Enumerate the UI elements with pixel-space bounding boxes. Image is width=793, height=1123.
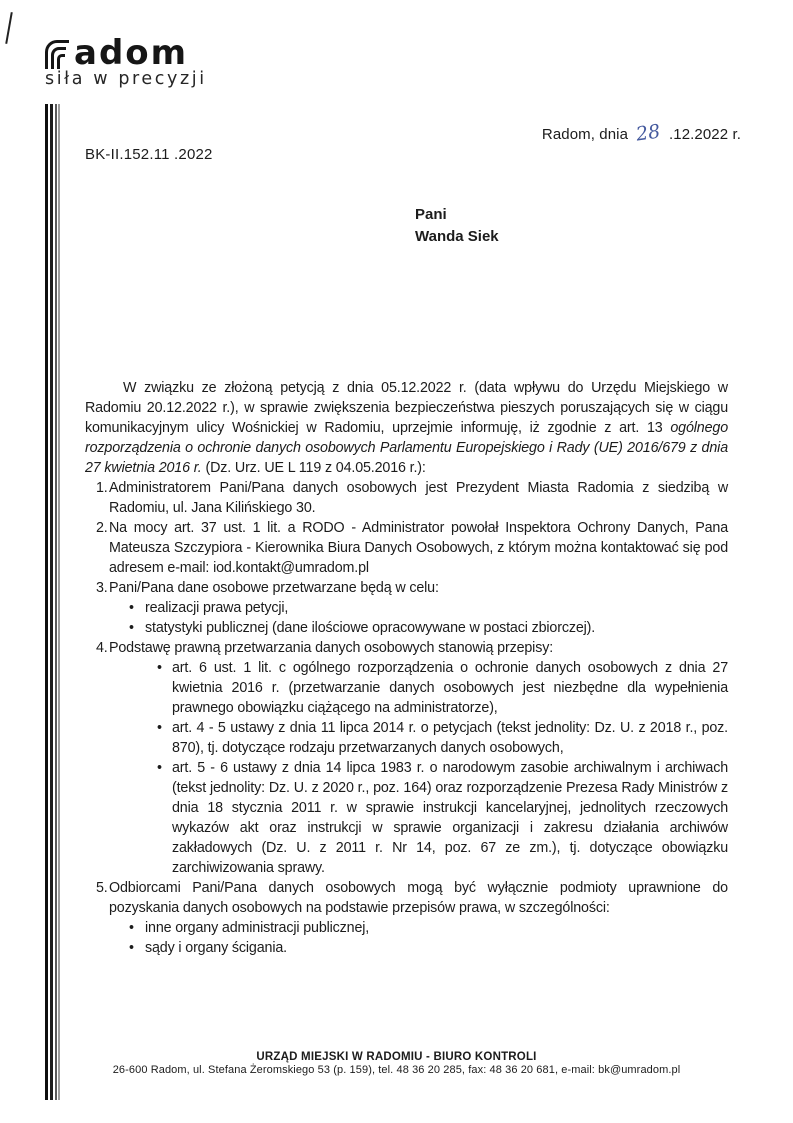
footer-contact-info: 26-600 Radom, ul. Stefana Żeromskiego 53 (p. 159), tel. 48 36 20 285, fax: 48 36 20 681, e-mail: bk@umradom.pl: [112, 1064, 681, 1076]
list-item-text: Podstawę prawną przetwarzania danych osobowych stanowią przepisy:: [109, 640, 554, 656]
footer-office-name: URZĄD MIEJSKI W RADOMIU - BIURO KONTROLI: [256, 1051, 537, 1063]
list-item-number: 1.: [96, 480, 108, 496]
bullet-item: [85, 758, 728, 878]
list-item-3: [85, 578, 728, 598]
list-item-5: [85, 878, 728, 918]
intro-text-after: (Dz. Urz. UE L 119 z 04.05.2016 r.):: [201, 460, 426, 476]
list-item-number: 5.: [96, 880, 108, 896]
logo-wordmark: adom: [74, 33, 189, 73]
letter-body: [85, 378, 728, 958]
date-suffix: .12.2022 r.: [669, 126, 741, 143]
bullet-item: [85, 598, 728, 618]
radom-city-logo: [45, 34, 207, 89]
list-item-4: [85, 638, 728, 658]
dateline: [542, 122, 741, 144]
bullet-item: [85, 618, 728, 638]
intro-text-regular: W związku ze złożoną petycją z dnia 05.12.2022 r. (data wpływu do Urzędu Miejskiego w Radomiu 20.12.2022 r.), w sprawie zwiększenia bezpieczeństwa pieszych poruszających się w ciągu komunikacyjnym ulicy Wośnickiej w Radomiu, uprzejmie informuję, iż zgodnie z art. 13: [85, 380, 728, 436]
bullet-item: [85, 718, 728, 758]
list-item-text: Pani/Pana dane osobowe przetwarzane będą w celu:: [109, 580, 439, 596]
bullet-icon: •: [157, 660, 162, 676]
addressee-name: Wanda Siek: [415, 228, 499, 245]
bullet-text: sądy i organy ścigania.: [145, 940, 287, 956]
bullet-text: art. 4 - 5 ustawy z dnia 11 lipca 2014 r. o petycjach (tekst jednolity: Dz. U. z 2018 r., poz. 870), tj. dotyczące rodzaju przetwarzanych danych osobowych,: [172, 720, 728, 756]
bullet-text: statystyki publicznej (dane ilościowe opracowywane w postaci zbiorczej).: [145, 620, 596, 636]
list-item-2: [85, 518, 728, 578]
addressee-salutation: Pani: [415, 206, 447, 223]
bullet-icon: •: [157, 760, 162, 776]
handwritten-day: 28: [634, 120, 663, 146]
bullet-item: [85, 938, 728, 958]
bullet-text: art. 5 - 6 ustawy z dnia 14 lipca 1983 r. o narodowym zasobie archiwalnym i archiwach (tekst jednolity: Dz. U. z 2020 r., poz. 164) oraz rozporządzenie Prezesa Rady Ministrów z dnia 18 stycznia 2011 r. w sprawie instrukcji kancelaryjnej, jednolitych rzeczowych wykazów akt oraz instrukcji w sprawie organizacji i zakresu działania archiwów zakładowych (Dz. U. z 2011 r. Nr 14, poz. 67 ze zm.), tj. dotyczące obowiązku zarchiwizowania sprawy.: [172, 760, 728, 876]
bullet-icon: •: [157, 720, 162, 736]
radom-logo-r-arcs-icon: [45, 38, 72, 68]
addressee-block: [415, 204, 499, 248]
list-item-1: [85, 478, 728, 518]
list-item-text: Odbiorcami Pani/Pana danych osobowych mogą być wyłącznie podmioty uprawnione do pozyskania danych osobowych na podstawie przepisów prawa, w szczególności:: [109, 880, 728, 916]
intro-paragraph: [85, 378, 728, 478]
list-item-text: Administratorem Pani/Pana danych osobowych jest Prezydent Miasta Radomia z siedzibą w Radomiu, ul. Jana Kilińskiego 30.: [109, 480, 728, 516]
case-reference-number: BK-II.152.11 .2022: [85, 146, 213, 163]
intro-text-italic-regulation: ogólnego rozporządzenia o ochronie danych osobowych Parlamentu Europejskiego i Rady (UE) 2016/679 z dnia 27 kwietnia 2016 r.: [85, 420, 728, 476]
bullet-text: inne organy administracji publicznej,: [145, 920, 370, 936]
list-item-text: Na mocy art. 37 ust. 1 lit. a RODO - Administrator powołał Inspektora Ochrony Danych, Pana Mateusza Szczypiora - Kierownika Biura Danych Osobowych, z którym można kontaktować się pod adresem e-mail: iod.kontakt@umradom.pl: [109, 520, 728, 576]
bullet-icon: •: [129, 620, 134, 636]
bullet-text: art. 6 ust. 1 lit. c ogólnego rozporządzenia o ochronie danych osobowych z dnia 27 kwietnia 2016 r. (przetwarzanie danych osobowych jest niezbędne dla wypełnienia prawnego obowiązku ciążącego na administratorze),: [172, 660, 728, 716]
bullet-text: realizacji prawa petycji,: [145, 600, 289, 616]
list-item-number: 4.: [96, 640, 108, 656]
date-prefix: Radom, dnia: [541, 126, 629, 143]
binding-stripes-artifact: [45, 104, 63, 1100]
bullet-icon: •: [129, 920, 134, 936]
list-item-number: 2.: [96, 520, 108, 536]
bullet-icon: •: [129, 940, 134, 956]
logo-tagline: siła w precyzji: [45, 69, 207, 89]
letterhead-footer: [0, 1051, 793, 1076]
bullet-item: [85, 658, 728, 718]
pen-slash-mark: [5, 12, 13, 44]
bullet-icon: •: [129, 600, 134, 616]
bullet-item: [85, 918, 728, 938]
list-item-number: 3.: [96, 580, 108, 596]
